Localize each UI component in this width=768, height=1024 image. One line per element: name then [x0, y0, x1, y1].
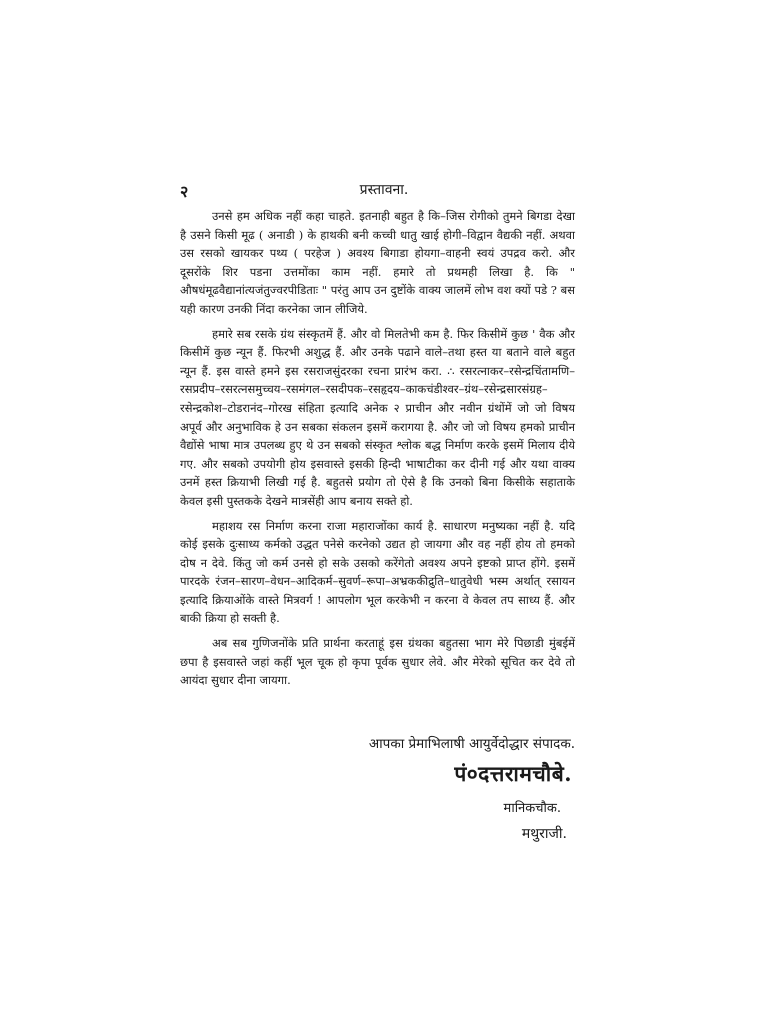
- city-line: मथुराजी.: [521, 826, 567, 842]
- paragraph: महाशय रस निर्माण करना राजा महाराजोंका कार्य है. साधारण मनुष्यका नहीं है. यदि कोई इसके दुःसाध्य कर्मको उद्धत पनेसे करनेको उद्यत हो जायगा और वह नहीं होय तो हमको दोष न देवे. किंतु जो कर्म उनसे हो सके उसको करेंगेतो अवश्य अपने इष्टको प्राप्त होंगे. इसमें पारदके रंजन–सारण–वेधन–आदिकर्म–सुवर्ण–रूपा–अभ्रककीद्रुति–धातुवेधी भस्म अर्थात् रसायन इत्यादि क्रियाओंके वास्ते मित्रवर्ग ! आपलोग भूल करकेभी न करना वे केवल तप साध्य हैं. और बाकी क्रिया हो सक्ती है.: [180, 518, 575, 626]
- paragraph: अब सब गुणिजनोंके प्रति प्रार्थना करताहूं इस ग्रंथका बहुतसा भाग मेरे पिछाडी मुंबईमें छपा है इसवास्ते जहां कहीं भूल चूक हो कृपा पूर्वक सुधार लेवे. और मेरेको सूचित कर देवे तो आयंदा सुधार दीना जायगा.: [180, 636, 575, 688]
- preface-body: [180, 207, 575, 696]
- closing-line: आपका प्रेमाभिलाषी आयुर्वेदोद्धार संपादक.: [368, 736, 575, 752]
- page-header: [0, 180, 768, 204]
- address-line: मानिकचौक.: [503, 801, 561, 816]
- paragraph: उनसे हम अधिक नहीं कहा चाहते. इतनाही बहुत है कि–जिस रोगीको तुमने बिगडा देखा है उसने किसी मूढ ( अनाडी ) के हाथकी बनी कच्ची धातु खाई होगी–विद्वान वैद्यकी नहीं. अथवा उस रसको खायकर पथ्य ( परहेज ) अवश्य बिगाडा होयगा–वाहनी स्वयं उपद्रव करो. और दूसरोंके शिर पडना उत्तमोंका काम नहीं. हमारे तो प्रथमही लिखा है. कि " औषधंमूढवैद्यानांत्यजंतुज्वरपीडिताः " परंतु आप उन दुष्टोंके वाक्य जालमें लोभ वश क्यों पडे ? बस यही कारण उनकी निंदा करनेका जान लीजिये.: [180, 209, 575, 316]
- paragraph: हमारे सब रसके ग्रंथ संस्कृतमें हैं. और वो मिलतेभी कम है. फिर किसीमें कुछ ' वैक और किसीमें कुछ न्यून हैं. फिरभी अशुद्ध हैं. और उनके पढाने वाले–तथा हस्त या बताने वाले बहुत न्यून हैं. इस वास्ते हमने इस रसराजसुंदरका रचना प्रारंभ करा. ∴ रसरत्नाकर–रसेन्द्रचिंतामणि–रसप्रदीप–रसरत्नसमुच्चय–रसमंगल–रसदीपक–रसहृदय–काकचंडीश्वर–ग्रंथ–रसेन्द्रसारसंग्रह–रसेन्द्रकोश–टोडरानंद–गोरख संहिता इत्यादि अनेक २ प्राचीन और नवीन ग्रंथोंमें जो जो विषय अपूर्व और अनुभाविक हे उन सबका संकलन इसमें करागया है. और जो जो विषय हमको प्राचीन वैद्योंसे भाषा मात्र उपलब्ध हुए थे उन सबको संस्कृत श्लोक बद्ध निर्माण करके इसमें मिलाय दीये गए. और सबको उपयोगी होय इसवास्ते इसकी हिन्दी भाषाटीका कर दीनी गई और यथा वाक्य उनमें हस्त क्रियाभी लिखी गई है. बहुतसे प्रयोग तो ऐसे है कि उनको बिना किसीके सहाताके केवल इसी पुस्तकके देखने मात्रसेंही आप बनाय सक्ते हो.: [180, 326, 575, 508]
- editor-name: पं०दत्तरामचौबे.: [454, 761, 572, 786]
- page-number: २: [180, 182, 189, 201]
- running-title: प्रस्तावना.: [359, 182, 409, 198]
- signature-block: [180, 734, 575, 843]
